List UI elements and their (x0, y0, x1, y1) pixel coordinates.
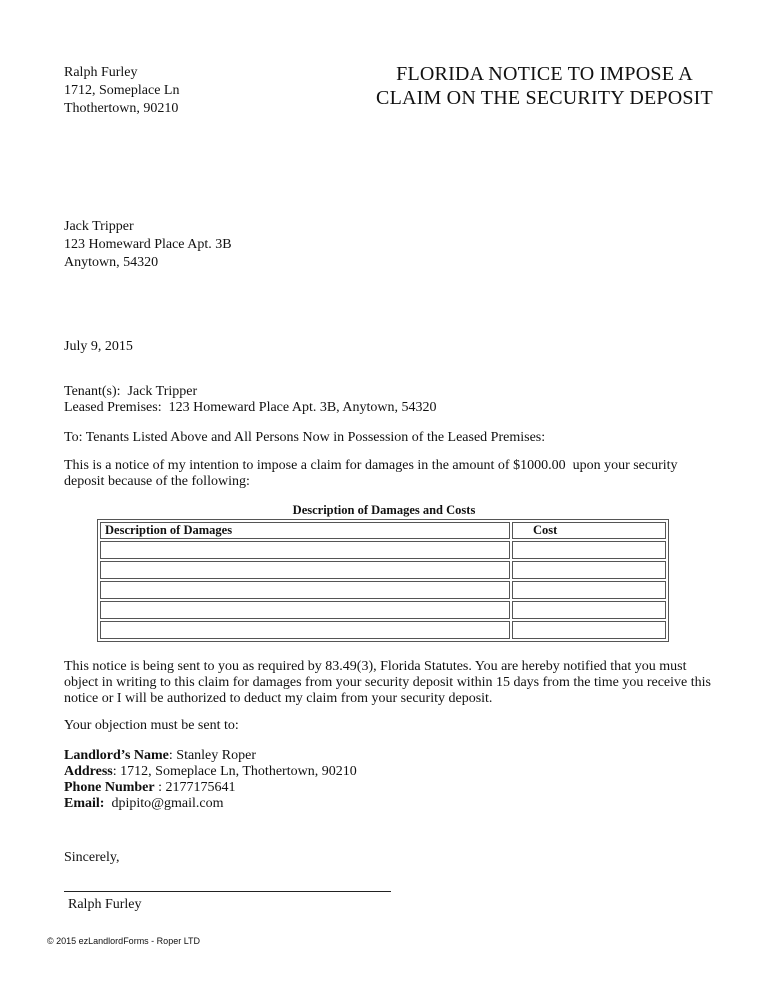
recipient-city: Anytown, 54320 (64, 255, 159, 270)
landlord-address-row (64, 764, 357, 780)
table-row (100, 621, 666, 639)
table-row (100, 581, 666, 599)
title-line-1: FLORIDA NOTICE TO IMPOSE A (396, 63, 693, 85)
tenant-line: Tenant(s): Jack Tripper (64, 384, 198, 399)
objection-line: Your objection must be sent to: (64, 718, 239, 733)
sender-name: Ralph Furley (64, 65, 138, 80)
tenant-info (64, 384, 437, 416)
description-cell (100, 581, 510, 599)
sender-address (64, 64, 179, 118)
table-row (100, 561, 666, 579)
intro-paragraph: This is a notice of my intention to impose a claim for damages in the amount of $1000.00 upon your security deposit because of the following: (64, 458, 682, 489)
landlord-address-value: : 1712, Someplace Ln, Thothertown, 90210 (112, 764, 357, 779)
description-header: Description of Damages (100, 522, 510, 539)
statute-paragraph: This notice is being sent to you as required by 83.49(3), Florida Statutes. You are hereby notified that you must object in writing to this claim for damages from your security deposit within 15 days from the time you receive this notice or I will be authorized to deduct my claim from your security deposit. (64, 659, 711, 706)
description-cell (100, 541, 510, 559)
table-row (100, 541, 666, 559)
cost-cell (512, 561, 666, 579)
landlord-name-label: Landlord’s Name (64, 748, 169, 763)
description-cell (100, 561, 510, 579)
damages-table (97, 519, 669, 642)
landlord-phone-value: : 2177175641 (154, 780, 236, 795)
table-header-row (100, 522, 666, 539)
cost-cell (512, 541, 666, 559)
recipient-address (64, 218, 232, 272)
landlord-name-row (64, 748, 357, 764)
landlord-address-label: Address (64, 764, 113, 779)
landlord-email-row (64, 796, 357, 812)
landlord-phone-label: Phone Number (64, 780, 155, 795)
sender-street: 1712, Someplace Ln (64, 83, 180, 98)
landlord-phone-row (64, 780, 357, 796)
cost-cell (512, 621, 666, 639)
landlord-contact (64, 748, 357, 812)
signature-line (64, 891, 391, 892)
closing: Sincerely, (64, 850, 120, 865)
premises-line: Leased Premises: 123 Homeward Place Apt. 3B, Anytown, 54320 (64, 400, 437, 415)
sender-city: Thothertown, 90210 (64, 101, 179, 116)
addressee-line: To: Tenants Listed Above and All Persons Now in Possession of the Leased Premises: (64, 430, 546, 445)
landlord-email-value: dpipito@gmail.com (104, 796, 224, 811)
description-cell (100, 601, 510, 619)
notice-date: July 9, 2015 (64, 339, 133, 354)
table-caption: Description of Damages and Costs (292, 503, 476, 517)
description-cell (100, 621, 510, 639)
landlord-name-value: : Stanley Roper (168, 748, 256, 763)
recipient-name: Jack Tripper (64, 219, 134, 234)
cost-header: Cost (512, 522, 666, 539)
landlord-email-label: Email: (64, 796, 105, 811)
recipient-street: 123 Homeward Place Apt. 3B (64, 237, 232, 252)
cost-cell (512, 601, 666, 619)
signature-name: Ralph Furley (68, 897, 142, 912)
title-line-2: CLAIM ON THE SECURITY DEPOSIT (376, 87, 713, 109)
document-title (372, 62, 717, 110)
cost-cell (512, 581, 666, 599)
table-row (100, 601, 666, 619)
copyright-notice: © 2015 ezLandlordForms - Roper LTD (47, 936, 201, 946)
